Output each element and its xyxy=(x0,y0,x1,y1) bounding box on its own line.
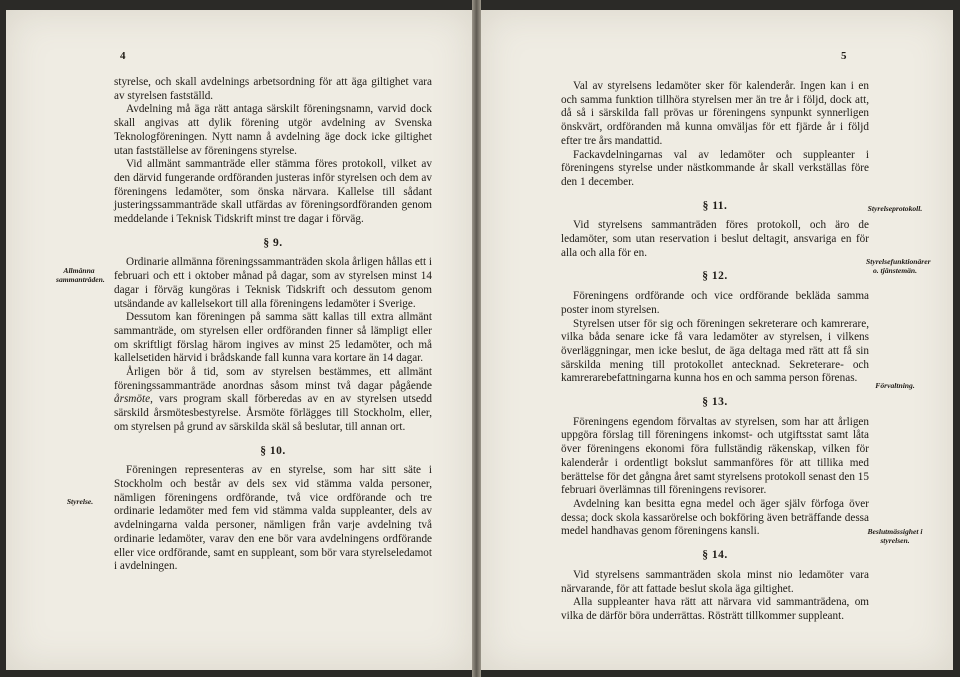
paragraph: Dessutom kan föreningen på samma sätt kallas till extra allmänt sammanträde, om styrelsen eller ordföranden finner så lämpligt eller om skriftligt förslag härom ingives av minst 25 ledamöter, och må kallelsetiden härvid i brådskande fall kunna vara kortare än 14 dagar. xyxy=(114,311,432,365)
paragraph: Val av styrelsens ledamöter sker för kalenderår. Ingen kan i en och samma funktion tillhöra styrelsen mer än tre år i följd, dock att, då så i särskilda fall prövas ur föreningens synpunkt synnerligen önskvärt, ordföranden må kunna omväljas för ett fjärde år i följd efter tre års mandattid. xyxy=(561,80,869,147)
left-page xyxy=(6,10,472,670)
margin-note-styrelsefunktionarer: Styrelsefunktionärer o. tjänstemän. xyxy=(866,257,931,275)
paragraph: Vid allmänt sammanträde eller stämma föres protokoll, vilket av den därvid fungerande ordföranden justeras inför styrelsen och dem av föreningens ledamöter, som önska närvara. Kallelse till sådant justeringssammanträde skall utfärdas av föreningsordföranden genom meddelande i Teknisk Tidskrift minst tre dagar i förväg. xyxy=(114,158,432,226)
paragraph: Föreningens ordförande och vice ordförande bekläda samma poster inom styrelsen. xyxy=(561,290,869,316)
paragraph: Föreningens egendom förvaltas av styrelsen, som har att årligen uppgöra förslag till föreningens inkomst- och utgiftsstat samt låta över föreningens ekonomi föra fullständig räkenskap, vilken för kalenderår i ordentligt bokslut sammanföres för att tillika med berättelse för det gångna året samt styrelsens protokoll senast den 15 februari överlämnas till föreningens revisorer. xyxy=(561,415,869,497)
text-run: Årligen bör å tid, som av styrelsen bestämmes, ett allmänt föreningssammanträde anordnas såsom minst två dagar pågående xyxy=(114,366,432,392)
paragraph: Alla suppleanter hava rätt att närvara vid sammanträdena, om vilka de därför böra underrättas. Rösträtt tillkommer suppleant. xyxy=(561,596,869,622)
text-run: , vars program skall förberedas av en av styrelsen utsedd särskild årsmötesbestyrelse. Årsmöte förlägges till Stockholm, eller, om styrelsen på grund av särskilda skäl så beslutar, till annan ort. xyxy=(114,393,432,433)
section-heading-12: § 12. xyxy=(702,270,728,283)
paragraph xyxy=(114,366,432,435)
paragraph: Vid styrelsens sammanträden föres protokoll, och äro de ledamöter, som utan reservation i beslut deltagit, ansvariga en för alla och alla för en. xyxy=(561,219,869,259)
margin-note-forvaltning: Förvaltning. xyxy=(875,381,915,390)
margin-note-beslutmassighet: Beslutmässighet i styrelsen. xyxy=(867,527,923,545)
left-text-block xyxy=(114,76,432,574)
page-number-left: 4 xyxy=(120,50,126,62)
paragraph: Föreningen representeras av en styrelse, som har sitt säte i Stockholm och består av dels sex vid stämma valda personer, nämligen föreningens ordförande, två vice ordförande och tre ordinarie ledamöter med fem vid stämma valda suppleanter, dels av avdelningarna valda personer, nämligen från varje avdelning två ordinarie ledamöter, varav den ene bör vara avdelningens ordförande eller vice ordförande, samt en suppleant, som bör vara styrelseledamot i avdelningen. xyxy=(114,464,432,573)
margin-note-allmanna-sammantraden: Allmänna sammanträden. xyxy=(56,266,105,284)
margin-note-styrelseprotokoll: Styrelseprotokoll. xyxy=(867,204,923,213)
section-heading-9: § 9. xyxy=(263,236,283,249)
paragraph: Fackavdelningarnas val av ledamöter och suppleanter i föreningens styrelse under nästkommande år skall verkställas före den 1 december. xyxy=(561,148,869,188)
paragraph: Avdelning må äga rätt antaga särskilt föreningsnamn, varvid dock skall angivas att dylik förening utgör avdelning av Svenska Teknologföreningen. Nytt namn å avdelning äge dock icke giltighet utan fastställelse av föreningens styrelse. xyxy=(114,103,432,157)
paragraph: styrelse, och skall avdelnings arbetsordning för att äga giltighet vara av styrelsen fastställd. xyxy=(114,76,432,102)
section-heading-14: § 14. xyxy=(702,549,728,562)
paragraph: Vid styrelsens sammanträden skola minst nio ledamöter vara närvarande, för att fattade beslut skola äga giltighet. xyxy=(561,568,869,595)
term-arsmote: årsmöte xyxy=(114,393,151,406)
paragraph: Styrelsen utser för sig och föreningen sekreterare och kamrerare, vilka båda senare icke få vara ledamöter av styrelsen, i vilkens överläggningar, men icke beslut, de äga deltaga med rätt att få sin särskilda mening till protokollet antecknad. Sekreterare- och kamrerarebefattningarna kunna hos en och samma person förenas. xyxy=(561,317,869,385)
margin-note-styrelse: Styrelse. xyxy=(66,497,94,506)
section-heading-13: § 13. xyxy=(702,396,728,409)
right-text-block xyxy=(561,80,869,624)
right-page xyxy=(481,10,953,670)
section-heading-10: § 10. xyxy=(260,444,286,457)
section-heading-11: § 11. xyxy=(702,199,728,212)
page-number-right: 5 xyxy=(841,50,847,62)
book-gutter xyxy=(472,0,481,677)
paragraph: Ordinarie allmänna föreningssammanträden skola årligen hållas ett i februari och ett i oktober månad på dagar, som av styrelsen minst 14 dagar i förväg kungöras i Teknisk Tidskrift och dessutom genom utsändande av kallelsekort till alla föreningens ledamöter i Sverige. xyxy=(114,256,432,310)
paragraph: Avdelning kan besitta egna medel och äger själv förfoga över dessa; dock skola kassarörelse och bokföring även beträffande dessa medel handhavas genom föreningens kansli. xyxy=(561,497,869,538)
